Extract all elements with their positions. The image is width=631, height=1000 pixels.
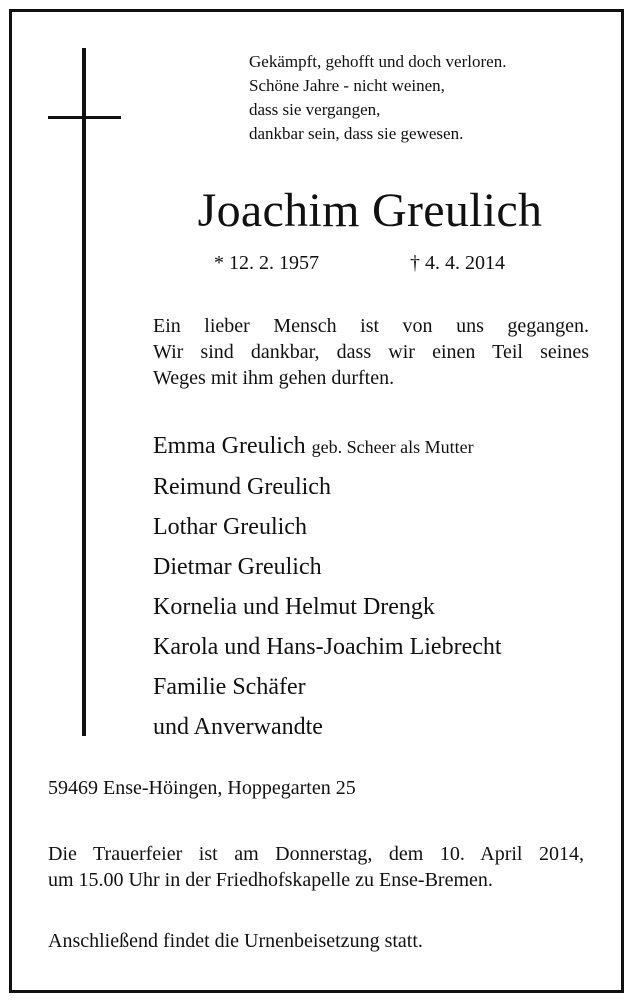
mourner-entry: Lothar Greulich xyxy=(153,514,307,540)
tribute-line: Wir sind dankbar, dass wir einen Teil seines xyxy=(153,341,589,363)
mourners-list xyxy=(153,426,603,747)
mourner-entry: Karola und Hans-Joachim Liebrecht xyxy=(153,634,502,660)
service-line: Die Trauerfeier ist am Donnerstag, dem 10. April 2014, xyxy=(48,843,584,865)
tribute-line: Ein lieber Mensch ist von uns gegangen. xyxy=(153,315,589,337)
mourner-entry: Reimund Greulich xyxy=(153,474,331,500)
mourner-name: Emma Greulich xyxy=(153,433,306,459)
birth-date: * 12. 2. 1957 xyxy=(214,252,319,274)
cross-horizontal-bar xyxy=(48,116,121,119)
mourner-entry: Kornelia und Helmut Drengk xyxy=(153,594,435,620)
mourner-entry: Familie Schäfer xyxy=(153,674,306,700)
poem-line: Gekämpft, gehofft und doch verloren. xyxy=(249,52,507,71)
poem-line: dankbar sein, dass sie gewesen. xyxy=(249,124,464,143)
death-date: † 4. 4. 2014 xyxy=(410,252,505,274)
mourner-entry: Dietmar Greulich xyxy=(153,554,322,580)
tribute-text xyxy=(153,313,589,391)
mourner-note: geb. Scheer als Mutter xyxy=(311,437,474,457)
cross-vertical-bar xyxy=(82,48,86,736)
tribute-line: Weges mit ihm gehen durften. xyxy=(153,367,395,389)
service-line: um 15.00 Uhr in der Friedhofskapelle zu Ense-Bremen. xyxy=(48,869,493,891)
poem xyxy=(249,50,589,146)
address: 59469 Ense-Höingen, Hoppegarten 25 xyxy=(48,777,356,799)
poem-line: dass sie vergangen, xyxy=(249,100,381,119)
poem-line: Schöne Jahre - nicht weinen, xyxy=(249,76,445,95)
mourner-entry: und Anverwandte xyxy=(153,714,323,740)
urn-burial-note: Anschließend findet die Urnenbeisetzung statt. xyxy=(48,930,423,952)
service-info xyxy=(48,841,584,893)
deceased-name: Joachim Greulich xyxy=(197,184,543,237)
mourner-entry xyxy=(153,426,603,467)
